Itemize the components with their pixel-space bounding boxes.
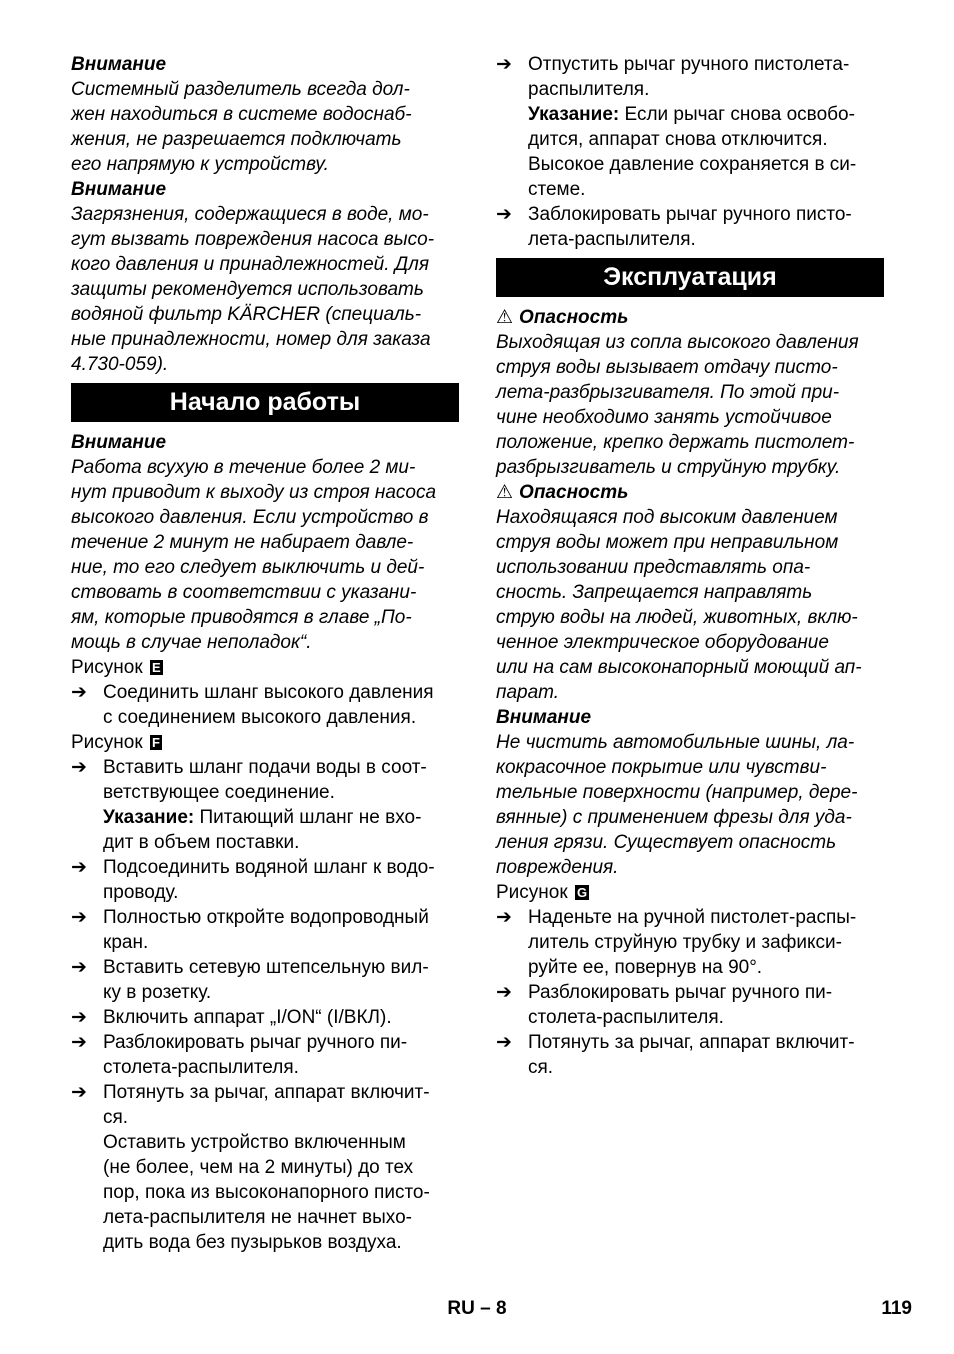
caution-text xyxy=(496,730,884,880)
text-line: струя воды может при неправильном xyxy=(496,532,839,553)
caution-block-system-separator xyxy=(71,52,459,177)
text-line: ку в розетку. xyxy=(103,982,212,1003)
text-line: ся. xyxy=(103,1107,129,1128)
danger-title-text: Опасность xyxy=(519,482,629,503)
text-line: Разблокировать рычаг ручного пи- xyxy=(528,982,833,1003)
text-line: лета-разбрызгивателя. По этой при- xyxy=(496,382,840,403)
right-column xyxy=(496,52,884,1080)
text-line: дит в объем поставки. xyxy=(103,832,300,853)
text-line: ние, то его следует выключить и дей- xyxy=(71,557,425,578)
text-line: Отпустить рычаг ручного пистолета- xyxy=(528,54,850,75)
text-line: ченное электрическое оборудование xyxy=(496,632,829,653)
text-line: мощь в случае неполадок“. xyxy=(71,632,312,653)
text-line: Полностью откройте водопроводный xyxy=(103,907,429,928)
text-line: Вставить шланг подачи воды в соот- xyxy=(103,757,427,778)
text-line: жен находиться в системе водоснаб- xyxy=(71,104,412,125)
text-line: использовании представлять опа- xyxy=(496,557,811,578)
arrow-right-icon: ➔ xyxy=(496,982,512,1003)
figure-label: Рисунок xyxy=(496,882,568,903)
text-line: разбрызгиватель и струйную трубку. xyxy=(496,457,841,478)
step-release-trigger xyxy=(496,52,884,202)
text-line: Вставить сетевую штепсельную вил- xyxy=(103,957,429,978)
danger-block-recoil xyxy=(496,305,884,480)
step-open-tap xyxy=(71,905,459,955)
text-line: Соединить шланг высокого давления xyxy=(103,682,434,703)
text-line: Потянуть за рычаг, аппарат включит- xyxy=(103,1082,430,1103)
text-line: ветствующее соединение. xyxy=(103,782,335,803)
danger-title-text: Опасность xyxy=(519,307,629,328)
arrow-right-icon: ➔ xyxy=(71,857,87,878)
arrow-right-icon: ➔ xyxy=(71,1082,87,1103)
text-line: Заблокировать рычаг ручного писто- xyxy=(528,204,852,225)
arrow-right-icon: ➔ xyxy=(71,682,87,703)
caution-text xyxy=(71,77,459,177)
caution-block-dry-run xyxy=(71,430,459,655)
text-line: или на сам высоконапорный моющий ап- xyxy=(496,657,862,678)
text-line: ся. xyxy=(528,1057,554,1078)
step-switch-on xyxy=(71,1005,459,1030)
text-line: струю воды на людей, животных, вклю- xyxy=(496,607,858,628)
text-line: нут приводит к выходу из строя насоса xyxy=(71,482,437,503)
arrow-right-icon: ➔ xyxy=(71,907,87,928)
danger-title xyxy=(496,305,884,330)
step-attach-spray-lance xyxy=(496,905,884,980)
danger-block-high-pressure-jet xyxy=(496,480,884,705)
arrow-right-icon: ➔ xyxy=(71,1007,87,1028)
text-line: руйте ее, повернув на 90°. xyxy=(528,957,763,978)
caution-block-dirt-blaster xyxy=(496,705,884,880)
text-line: стеме. xyxy=(528,179,586,200)
left-column xyxy=(71,52,459,1255)
text-line: парат. xyxy=(496,682,560,703)
text-line: Наденьте на ручной пистолет-распы- xyxy=(528,907,857,928)
note-label: Указание: xyxy=(528,104,620,125)
text-line: дить вода без пузырьков воздуха. xyxy=(103,1232,402,1253)
text-line: Находящаяся под высоким давлением xyxy=(496,507,838,528)
step-lock-trigger xyxy=(496,202,884,252)
step-unlock-trigger xyxy=(496,980,884,1030)
text-line: Разблокировать рычаг ручного пи- xyxy=(103,1032,408,1053)
warning-icon: ⚠ xyxy=(496,482,514,503)
text-line: вянные) с применением фрезы для уда- xyxy=(496,807,852,828)
arrow-right-icon: ➔ xyxy=(496,907,512,928)
note-text: Питающий шланг не вхо- xyxy=(194,807,422,828)
step-connect-water-hose xyxy=(71,855,459,905)
figure-reference-e xyxy=(71,655,459,680)
caution-text xyxy=(71,202,459,377)
caution-text xyxy=(71,455,459,655)
text-line: Потянуть за рычаг, аппарат включит- xyxy=(528,1032,855,1053)
figure-label: Рисунок xyxy=(71,732,143,753)
text-line: пор, пока из высоконапорного писто- xyxy=(103,1182,430,1203)
step-unlock-trigger xyxy=(71,1030,459,1080)
text-line: 4.730-059). xyxy=(71,354,169,375)
figure-label: Рисунок xyxy=(71,657,143,678)
step-connect-hp-hose xyxy=(71,680,459,730)
text-line: течение 2 минут не набирает давле- xyxy=(71,532,414,553)
danger-title xyxy=(496,480,884,505)
text-line: Не чистить автомобильные шины, ла- xyxy=(496,732,855,753)
note-line xyxy=(528,102,884,127)
arrow-right-icon: ➔ xyxy=(496,204,512,225)
arrow-right-icon: ➔ xyxy=(71,1032,87,1053)
text-line: Оставить устройство включенным xyxy=(103,1132,406,1153)
text-line: Системный разделитель всегда дол- xyxy=(71,79,410,100)
text-line: кран. xyxy=(103,932,149,953)
text-line: столета-распылителя. xyxy=(103,1057,299,1078)
figure-badge: F xyxy=(151,735,160,750)
text-line: кокрасочное покрытие или чувстви- xyxy=(496,757,827,778)
text-line: столета-распылителя. xyxy=(528,1007,724,1028)
text-line: распылителя. xyxy=(528,79,650,100)
text-line: дится, аппарат снова отключится. xyxy=(528,129,828,150)
step-pull-trigger xyxy=(496,1030,884,1080)
arrow-right-icon: ➔ xyxy=(71,957,87,978)
text-line: струя воды вызывает отдачу писто- xyxy=(496,357,838,378)
text-line: повреждения. xyxy=(496,857,619,878)
figure-reference-f xyxy=(71,730,459,755)
figure-reference-g xyxy=(496,880,884,905)
text-line: Работа всухую в течение более 2 ми- xyxy=(71,457,416,478)
text-line: Подсоединить водяной шланг к водо- xyxy=(103,857,435,878)
text-line: Включить аппарат „I/ON“ (I/ВКЛ). xyxy=(103,1007,392,1028)
text-line: чине необходимо занять устойчивое xyxy=(496,407,832,428)
arrow-right-icon: ➔ xyxy=(71,757,87,778)
step-insert-supply-hose xyxy=(71,755,459,855)
note-text: Если рычаг снова освобо- xyxy=(619,104,855,125)
section-heading-start-up: Начало работы xyxy=(71,383,459,422)
text-line: положение, крепко держать пистолет- xyxy=(496,432,855,453)
text-line: жения, не разрешается подключать xyxy=(71,129,402,150)
text-line: ствовать в соответствии с указани- xyxy=(71,582,417,603)
caution-title: Внимание xyxy=(71,54,167,75)
note-label: Указание: xyxy=(103,807,195,828)
caution-title: Внимание xyxy=(71,432,167,453)
text-line: тельные поверхности (например, дере- xyxy=(496,782,858,803)
step-plug-in xyxy=(71,955,459,1005)
text-line: сность. Запрещается направлять xyxy=(496,582,813,603)
text-line: проводу. xyxy=(103,882,179,903)
text-line: ям, которые приводятся в главе „По- xyxy=(71,607,412,628)
text-line: кого давления и принадлежностей. Для xyxy=(71,254,430,275)
note-line xyxy=(103,805,459,830)
figure-badge: G xyxy=(576,885,588,900)
section-heading-operation: Эксплуатация xyxy=(496,258,884,297)
caution-title: Внимание xyxy=(496,707,592,728)
text-line: литель струйную трубку и зафикси- xyxy=(528,932,842,953)
text-line: защиты рекомендуется использовать xyxy=(71,279,424,300)
text-line: гут вызвать повреждения насоса высо- xyxy=(71,229,435,250)
text-line: ления грязи. Существует опасность xyxy=(496,832,837,853)
text-line: лета-распылителя. xyxy=(528,229,696,250)
text-line: водяной фильтр KÄRCHER (специаль- xyxy=(71,304,422,325)
footer-section-label: RU – 8 xyxy=(447,1298,507,1319)
figure-badge: E xyxy=(151,660,161,675)
warning-icon: ⚠ xyxy=(496,307,514,328)
arrow-right-icon: ➔ xyxy=(496,54,512,75)
page-number: 119 xyxy=(881,1298,912,1319)
text-line: (не более, чем на 2 минуты) до тех xyxy=(103,1157,414,1178)
danger-text xyxy=(496,330,884,480)
text-line: Выходящая из сопла высокого давления xyxy=(496,332,859,353)
text-line: лета-распылителя не начнет выхо- xyxy=(103,1207,412,1228)
text-line: его напрямую к устройству. xyxy=(71,154,329,175)
text-line: с соединением высокого давления. xyxy=(103,707,417,728)
text-line: ные принадлежности, номер для заказа xyxy=(71,329,431,350)
text-line: Загрязнения, содержащиеся в воде, мо- xyxy=(71,204,429,225)
text-line: Высокое давление сохраняется в си- xyxy=(528,154,857,175)
caution-block-water-contamination xyxy=(71,177,459,377)
text-line: высокого давления. Если устройство в xyxy=(71,507,429,528)
danger-text xyxy=(496,505,884,705)
step-pull-trigger xyxy=(71,1080,459,1255)
arrow-right-icon: ➔ xyxy=(496,1032,512,1053)
caution-title: Внимание xyxy=(71,179,167,200)
